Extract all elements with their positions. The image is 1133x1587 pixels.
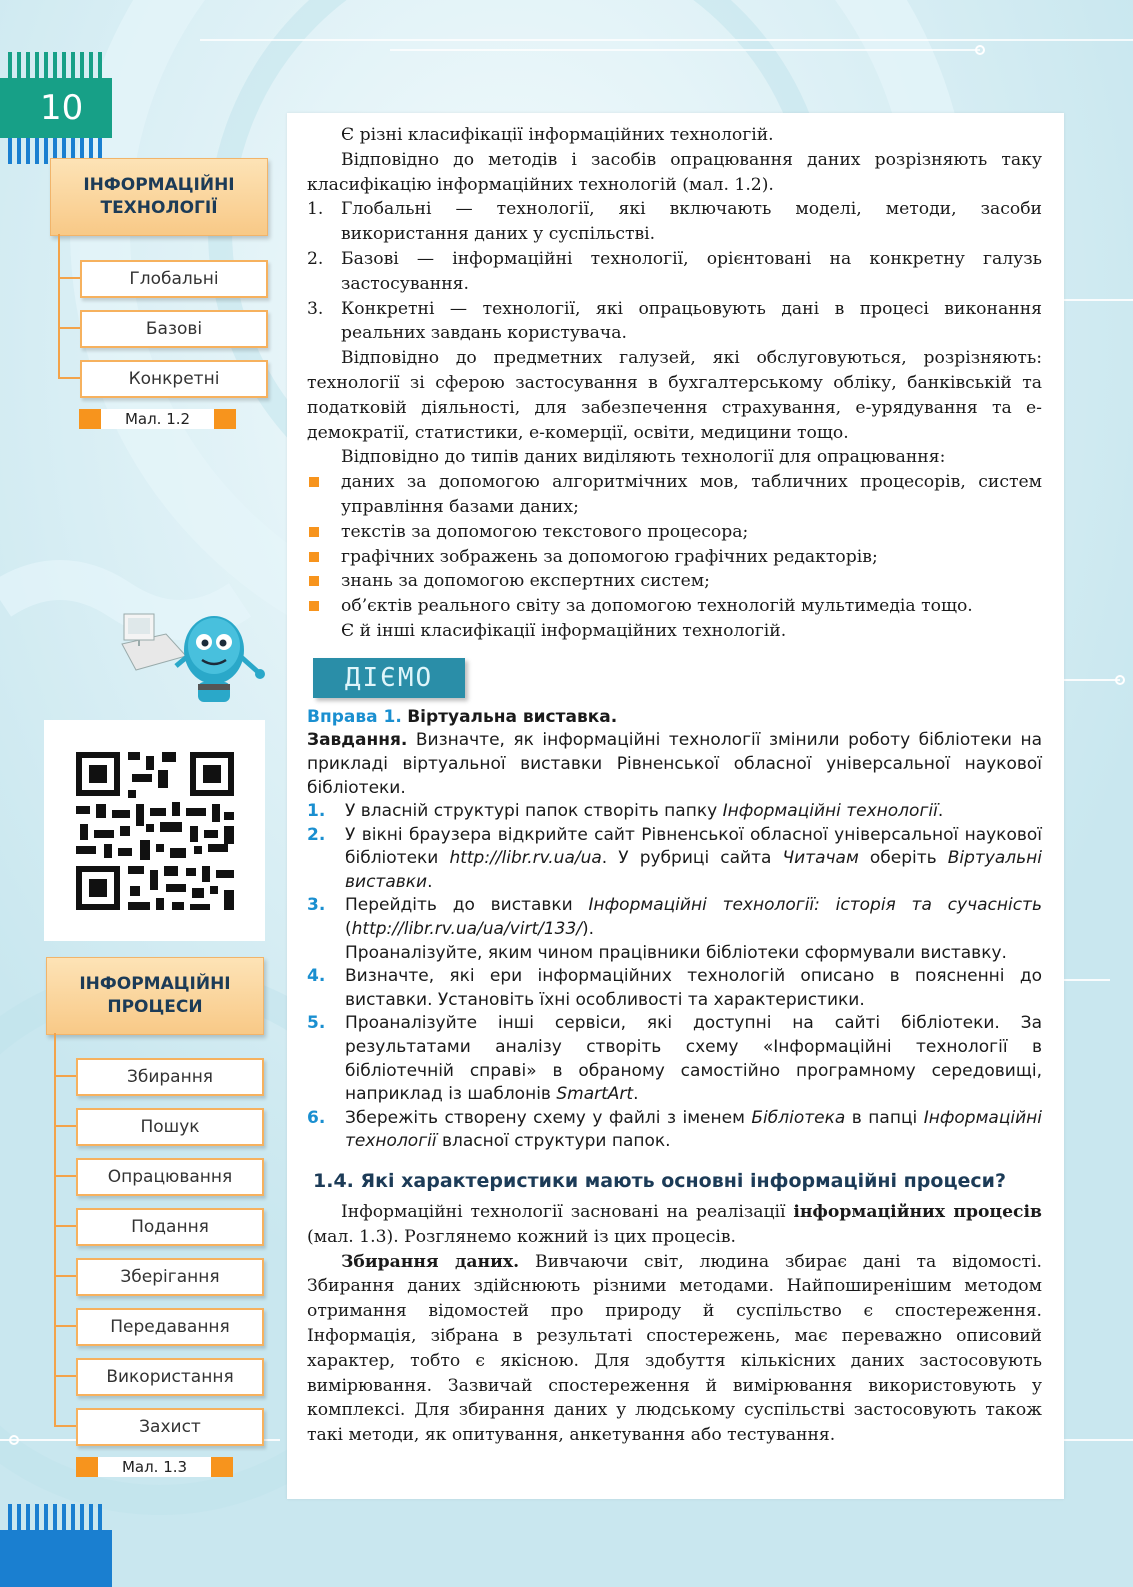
- bullet-text: даних за допомогою алгоритмічних мов, табличних процесорів, систем управління базами даних;: [341, 472, 1042, 517]
- list-item-number: 2.: [307, 248, 324, 269]
- orange-square-bullet-icon: [307, 569, 341, 594]
- step-text: У власній структурі папок створіть папку Інформаційні технології.: [345, 801, 944, 822]
- list-item-number: 3.: [307, 298, 324, 319]
- step-number: 4.: [307, 966, 326, 987]
- orange-square-bullet-icon: [307, 545, 341, 570]
- task-text: Визначте, як інформаційні технології змінили роботу бібліотеки на прикладі віртуальної виставки Рівненської обласної універсальної наукової бібліотеки.: [307, 730, 1042, 798]
- chip-pins-top: [8, 52, 112, 78]
- figure-1-3-item-presentation: Подання: [76, 1208, 264, 1246]
- step-number: 3.: [307, 895, 326, 916]
- list-item-text: Конкретні — технології, які опрацьовують дані в процесі виконання реальних завдань користувача.: [341, 298, 1042, 344]
- figure-1-3-item-processing: Опрацювання: [76, 1158, 264, 1196]
- diemo-banner: [313, 658, 1042, 698]
- list-item: [307, 247, 1042, 297]
- page-number-block: [0, 78, 112, 138]
- step-number: 6.: [307, 1107, 326, 1128]
- bottom-chip-block: [0, 1530, 112, 1587]
- figure-1-3-item-transmission: Передавання: [76, 1308, 264, 1346]
- figure-1-3-item-usage: Використання: [76, 1358, 264, 1396]
- bullet-text: знань за допомогою експертних систем;: [341, 571, 710, 592]
- bullet-item: [307, 569, 1042, 594]
- section-paragraph-1: Інформаційні технології засновані на реалізації інформаційних процесів (мал. 1.3). Розглянемо кожний із цих процесів.: [307, 1202, 1042, 1247]
- qr-code[interactable]: [44, 720, 265, 941]
- library-site-link[interactable]: http://libr.rv.ua/ua: [449, 848, 602, 869]
- figure-1-2-item-specific: Конкретні: [80, 360, 268, 398]
- list-item-text: Глобальні — технології, які включають моделі, методи, засоби використання даних у суспільстві.: [341, 199, 1042, 245]
- list-item-text: Базові — інформаційні технології, орієнтовані на конкретну галузь застосування.: [341, 248, 1042, 294]
- chip-pins-bottom: [8, 1504, 112, 1530]
- exercise-step-5: [307, 1012, 1042, 1106]
- exercise-block: [307, 706, 1042, 1154]
- figure-1-3-item-storage: Зберігання: [76, 1258, 264, 1296]
- intro-paragraph-5: Є й інші класифікації інформаційних технологій.: [341, 620, 787, 641]
- exercise-title: [307, 706, 1042, 730]
- figure-1-3-item-protection: Захист: [76, 1408, 264, 1446]
- exercise-step-1: [307, 800, 1042, 824]
- figure-1-3-caption: Мал. 1.3: [98, 1457, 211, 1477]
- bullet-item: [307, 594, 1042, 619]
- diemo-label: ДІЄМО: [313, 658, 465, 698]
- qr-code-icon: [44, 720, 265, 941]
- exercise-name: Віртуальна виставка.: [407, 706, 618, 727]
- exercise-step-2: [307, 824, 1042, 895]
- step-text: У вікні браузера відкрийте сайт Рівненської обласної універсальної наукової бібліотеки http://libr.rv.ua/ua. У рубриці сайта Читачам оберіть Віртуальні виставки.: [345, 824, 1043, 892]
- exercise-step-6: [307, 1107, 1042, 1154]
- page-number: 10: [40, 88, 84, 128]
- step-number: 1.: [307, 801, 326, 822]
- figure-1-3-title: ІНФОРМАЦІЙНІ ПРОЦЕСИ: [46, 957, 264, 1035]
- section-paragraph-2: Збирання даних. Вивчаючи світ, людина збирає дані та відомості. Збирання даних здійснюють різними методами. Найпоширенішим методом отримання відомостей про природу й суспільство є спостереження. Інформація, зібрана в результаті спостережень, має переважно описовий характер, тобто є якісною. Для здобуття кількісних даних застосовують вимірювання. Зазвичай спостереження й вимірювання використовують у комплексі. Для збирання даних у людському суспільстві застосовують також такі методи, як опитування, анкетування або тестування.: [307, 1251, 1042, 1446]
- task-label: Завдання.: [307, 730, 408, 751]
- exhibition-link[interactable]: http://libr.rv.ua/ua/virt/133/: [351, 919, 583, 940]
- intro-paragraph-2: Відповідно до методів і засобів опрацювання даних розрізняють таку класифікацію інформаційних технологій (мал. 1.2).: [307, 149, 1042, 195]
- exercise-step-4: [307, 965, 1042, 1012]
- step-text: Збережіть створену схему у файлі з іменем Бібліотека в папці Інформаційні технології власної структури папок.: [345, 1107, 1043, 1152]
- list-item-number: 1.: [307, 199, 324, 220]
- intro-paragraph-4: Відповідно до типів даних виділяють технології для опрацювання:: [341, 447, 946, 468]
- bullet-text: текстів за допомогою текстового процесора;: [341, 521, 749, 542]
- list-item: [307, 297, 1042, 347]
- exercise-step-3: [307, 894, 1042, 941]
- figure-1-3-item-collecting: Збирання: [76, 1058, 264, 1096]
- step-text: Перейдіть до виставки Інформаційні технології: історія та сучасність (http://libr.rv.ua/ua/virt/133/).: [345, 895, 1042, 940]
- step-number: 5.: [307, 1013, 326, 1034]
- bullet-text: об’єктів реального світу за допомогою технологій мультимедіа тощо.: [341, 596, 973, 617]
- figure-1-2-title: ІНФОРМАЦІЙНІ ТЕХНОЛОГІЇ: [50, 158, 268, 236]
- bullet-text: графічних зображень за допомогою графічних редакторів;: [341, 546, 878, 567]
- list-item: [307, 197, 1042, 247]
- figure-1-2-item-basic: Базові: [80, 310, 268, 348]
- exercise-step-3-sub: Проаналізуйте, яким чином працівники бібліотеки сформували виставку.: [345, 942, 1007, 963]
- intro-paragraph-1: Є різні класифікації інформаційних технологій.: [341, 125, 774, 145]
- orange-square-bullet-icon: [307, 594, 341, 619]
- intro-paragraph-3: Відповідно до предметних галузей, які обслуговуються, розрізняють: технології зі сферою застосування в бухгалтерському обліку, банківській та податковій діяльності, для забезпечення страхування, е-урядування та е-демократії, статистики, е-комерції, освіти, медицини тощо.: [307, 348, 1042, 443]
- figure-1-3-item-search: Пошук: [76, 1108, 264, 1146]
- exercise-task: [307, 729, 1042, 800]
- step-text: Визначте, які ери інформаційних технологій описано в поясненні до виставки. Установіть їхні особливості та характеристики.: [345, 966, 1042, 1010]
- figure-1-2-item-global: Глобальні: [80, 260, 268, 298]
- figure-1-2-caption: Мал. 1.2: [101, 409, 214, 429]
- bullet-item: [307, 470, 1042, 520]
- bullet-item: [307, 520, 1042, 545]
- step-text: Проаналізуйте інші сервіси, які доступні на сайті бібліотеки. За результатами аналізу створіть схему «Інформаційні технології в бібліотечній справі» в обраному самостійно програмному середовищі, наприклад із шаблонів SmartArt.: [345, 1013, 1042, 1105]
- section-heading: 1.4. Які характеристики мають основні інформаційні процеси?: [313, 1170, 1007, 1193]
- orange-square-bullet-icon: [307, 470, 341, 520]
- main-content-card: [287, 113, 1064, 1499]
- step-number: 2.: [307, 824, 326, 845]
- robot-mascot-illustration: [112, 596, 272, 708]
- orange-square-bullet-icon: [307, 520, 341, 545]
- bullet-item: [307, 545, 1042, 570]
- main-content: [307, 123, 1042, 1448]
- exercise-label: Вправа 1.: [307, 706, 402, 727]
